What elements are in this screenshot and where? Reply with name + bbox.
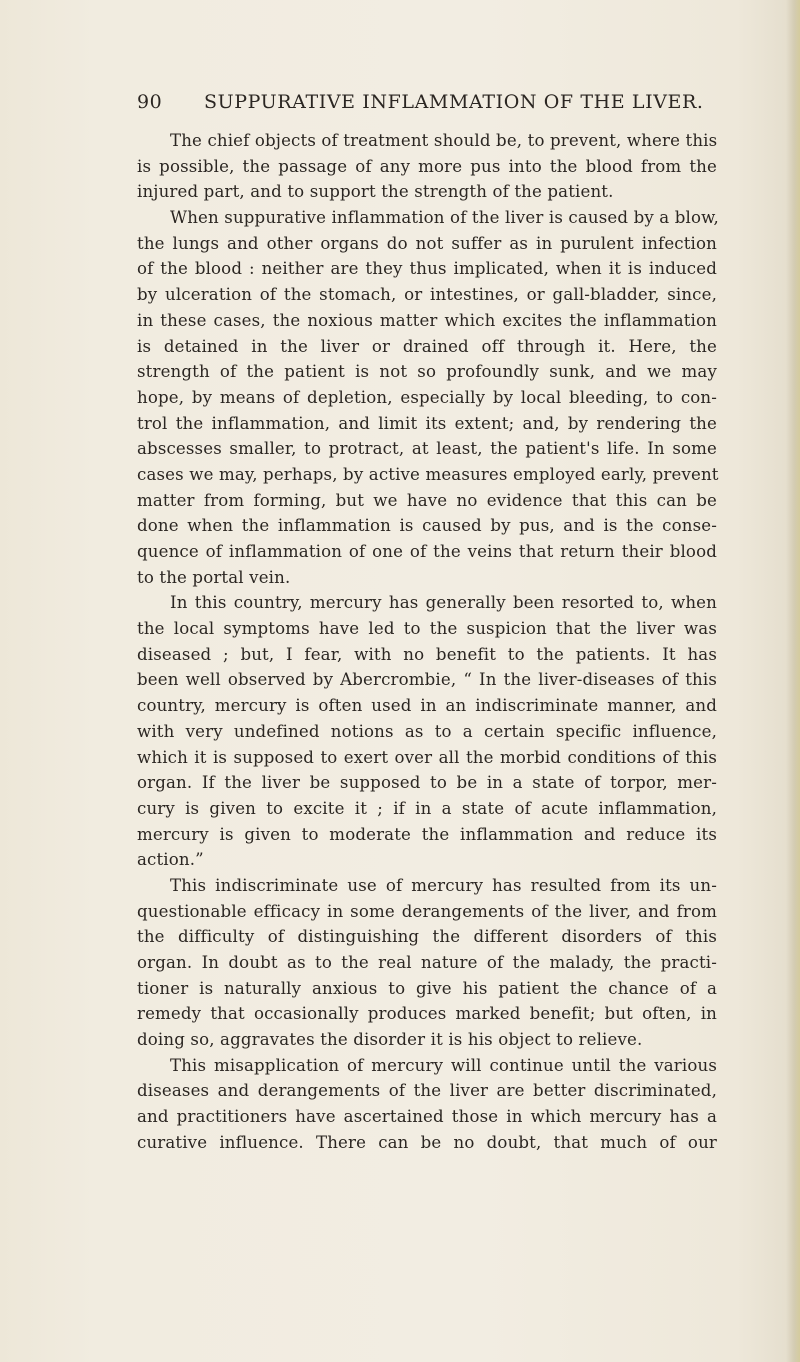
- text-line: organ. In doubt as to the real nature of the malady, the practi-: [137, 953, 717, 972]
- text-line: tioner is naturally anxious to give his patient the chance of a: [137, 978, 717, 998]
- page-header: [137, 91, 717, 119]
- text-line: is possible, the passage of any more pus into the blood from the: [137, 156, 717, 176]
- page-number: 90: [137, 91, 163, 113]
- text-line: strength of the patient is not so profoundly sunk, and we may: [137, 362, 717, 382]
- text-line: is detained in the liver or drained off through it. Here, the: [137, 336, 717, 356]
- text-line: diseases and derangements of the liver are better discriminated,: [137, 1081, 717, 1101]
- text-line: organ. If the liver be supposed to be in a state of torpor, mer-: [137, 773, 717, 793]
- text-line: in these cases, the noxious matter which excites the inflammation: [137, 310, 717, 330]
- text-line: quence of inflammation of one of the veins that return their blood: [137, 542, 717, 561]
- text-line: with very undefined notions as to a certain specific influence,: [137, 721, 717, 741]
- text-line: the local symptoms have led to the suspicion that the liver was: [137, 619, 717, 639]
- text-line: trol the inflammation, and limit its extent; and, by rendering the: [137, 413, 717, 433]
- text-line: by ulceration of the stomach, or intestines, or gall-bladder, since,: [137, 285, 717, 305]
- text-line: the lungs and other organs do not suffer as in purulent infection: [137, 233, 717, 253]
- text-line: When suppurative inflammation of the liver is caused by a blow,: [170, 208, 719, 228]
- text-line: injured part, and to support the strength of the patient.: [137, 182, 614, 202]
- text-line: diseased ; but, I fear, with no benefit to the patients. It has: [137, 644, 717, 664]
- text-line: In this country, mercury has generally been resorted to, when: [170, 593, 717, 613]
- text-line: country, mercury is often used in an indiscriminate manner, and: [137, 696, 717, 716]
- text-line: mercury is given to moderate the inflammation and reduce its: [137, 824, 717, 844]
- text-line: the difficulty of distinguishing the different disorders of this: [137, 927, 717, 947]
- text-line: This indiscriminate use of mercury has resulted from its un-: [170, 875, 717, 895]
- text-line: to the portal vein.: [137, 567, 291, 587]
- text-line: of the blood : neither are they thus implicated, when it is induced: [137, 259, 717, 279]
- page-edge-shadow: [786, 0, 800, 1362]
- text-line: curative influence. There can be no doubt, that much of our: [137, 1132, 717, 1152]
- text-line: which it is supposed to exert over all the morbid conditions of this: [137, 747, 717, 767]
- text-line: done when the inflammation is caused by pus, and is the conse-: [137, 516, 717, 536]
- text-line: This misapplication of mercury will continue until the various: [170, 1055, 717, 1075]
- body-text: [137, 128, 717, 1156]
- text-line: action.”: [137, 850, 204, 870]
- text-line: been well observed by Abercrombie, “ In the liver-diseases of this: [137, 670, 717, 690]
- text-line: abscesses smaller, to protract, at least, the patient's life. In some: [137, 439, 717, 459]
- text-line: and practitioners have ascertained those in which mercury has a: [137, 1107, 717, 1127]
- text-line: matter from forming, but we have no evidence that this can be: [137, 490, 717, 510]
- text-line: doing so, aggravates the disorder it is his object to relieve.: [137, 1030, 643, 1050]
- text-line: cases we may, perhaps, by active measures employed early, prevent: [137, 464, 719, 484]
- running-head: SUPPURATIVE INFLAMMATION OF THE LIVER.: [204, 91, 704, 113]
- text-line: questionable efficacy in some derangements of the liver, and from: [137, 901, 717, 921]
- text-line: hope, by means of depletion, especially by local bleeding, to con-: [137, 387, 717, 407]
- text-line: remedy that occasionally produces marked benefit; but often, in: [137, 1004, 717, 1024]
- text-line: cury is given to excite it ; if in a state of acute inflammation,: [137, 798, 717, 818]
- text-line: The chief objects of treatment should be, to prevent, where this: [170, 131, 718, 150]
